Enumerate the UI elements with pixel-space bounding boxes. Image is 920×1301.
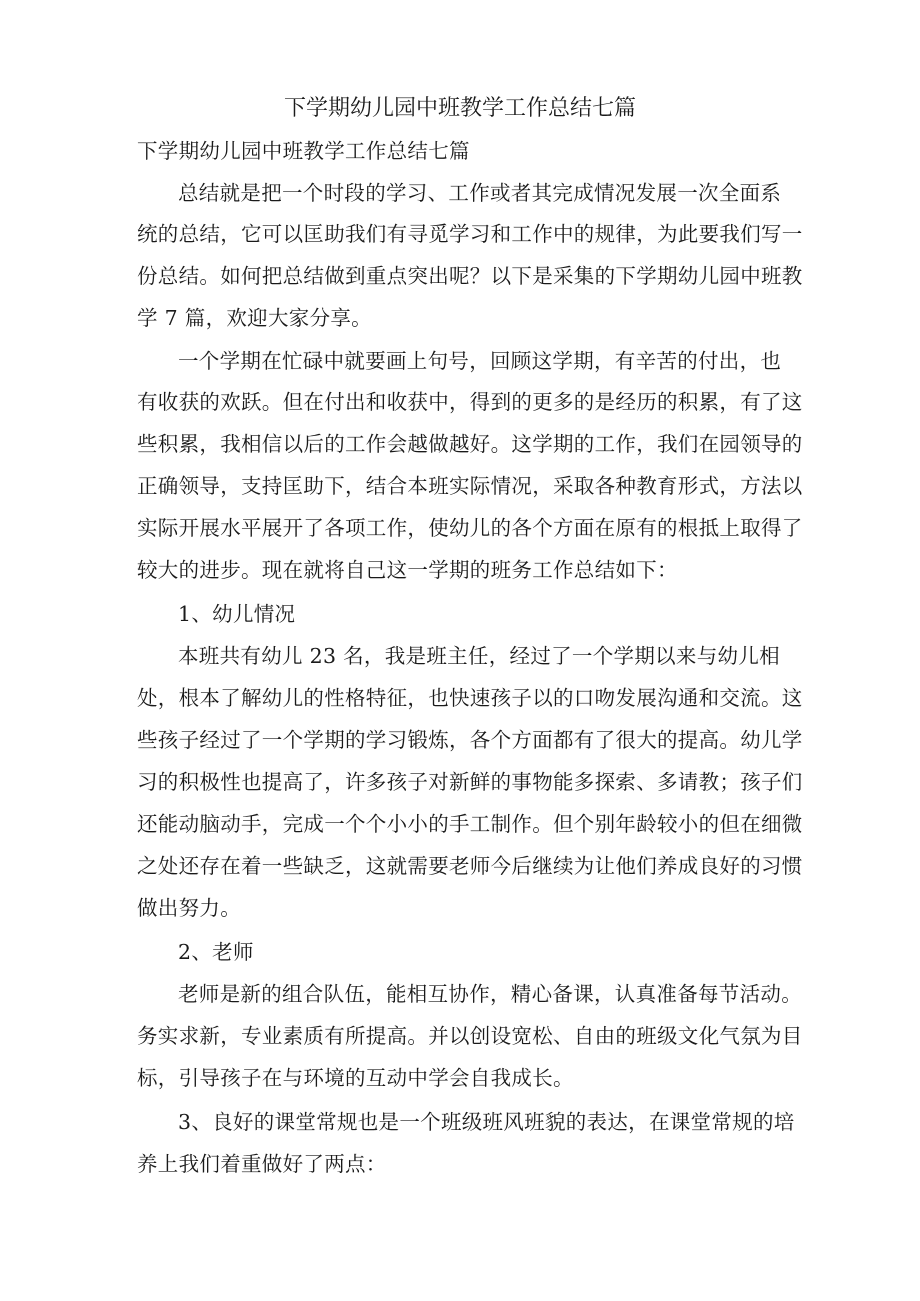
paragraph-line: 习的积极性也提高了，许多孩子对新鲜的事物能多探索、多请教；孩子们 — [137, 770, 803, 794]
paragraph-line: 有收获的欢跃。但在付出和收获中，得到的更多的是经历的积累，有了这 — [137, 390, 803, 414]
paragraph-line: 实际开展水平展开了各项工作，使幼儿的各个方面在原有的根抵上取得了 — [137, 516, 803, 540]
paragraph-line: 些积累，我相信以后的工作会越做越好。这学期的工作，我们在园领导的 — [137, 432, 803, 456]
paragraph-line: 之处还存在着一些缺乏，这就需要老师今后继续为让他们养成良好的习惯 — [137, 854, 803, 878]
paragraph-line: 学 7 篇，欢迎大家分享。 — [137, 306, 372, 330]
paragraph-line: 做出努力。 — [137, 896, 241, 920]
document-title: 下学期幼儿园中班教学工作总结七篇 — [283, 96, 636, 121]
paragraph-line: 老师是新的组合队伍，能相互协作，精心备课，认真准备每节活动。 — [178, 982, 802, 1006]
section-heading: 2、老师 — [178, 940, 254, 964]
paragraph-line: 还能动脑动手，完成一个个小小的手工制作。但个别年龄较小的但在细微 — [137, 812, 803, 836]
paragraph-line: 务实求新，专业素质有所提高。并以创设宽松、自由的班级文化气氛为目 — [137, 1024, 803, 1048]
paragraph-line: 统的总结，它可以匡助我们有寻觅学习和工作中的规律，为此要我们写一 — [137, 222, 803, 246]
paragraph-line: 处，根本了解幼儿的性格特征，也快速孩子以的口吻发展沟通和交流。这 — [137, 686, 803, 710]
paragraph-line: 正确领导，支持匡助下，结合本班实际情况，采取各种教育形式，方法以 — [137, 474, 803, 498]
paragraph-line: 较大的进步。现在就将自己这一学期的班务工作总结如下： — [137, 558, 678, 582]
paragraph-line: 标，引导孩子在与环境的互动中学会自我成长。 — [137, 1066, 574, 1090]
paragraph-line: 些孩子经过了一个学期的学习锻炼，各个方面都有了很大的提高。幼儿学 — [137, 728, 803, 752]
paragraph-line: 本班共有幼儿 23 名，我是班主任，经过了一个学期以来与幼儿相 — [178, 644, 780, 668]
section-heading: 1、幼儿情况 — [178, 602, 296, 626]
paragraph-line: 一个学期在忙碌中就要画上句号，回顾这学期，有辛苦的付出，也 — [178, 349, 782, 373]
paragraph-line: 份总结。如何把总结做到重点突出呢？以下是采集的下学期幼儿园中班教 — [137, 264, 803, 288]
paragraph-line: 总结就是把一个时段的学习、工作或者其完成情况发展一次全面系 — [178, 181, 782, 205]
subtitle-line: 下学期幼儿园中班教学工作总结七篇 — [137, 139, 470, 163]
paragraph-line: 3、良好的课堂常规也是一个班级班风班貌的表达，在课堂常规的培 — [178, 1110, 795, 1134]
paragraph-line: 养上我们着重做好了两点： — [137, 1152, 387, 1176]
